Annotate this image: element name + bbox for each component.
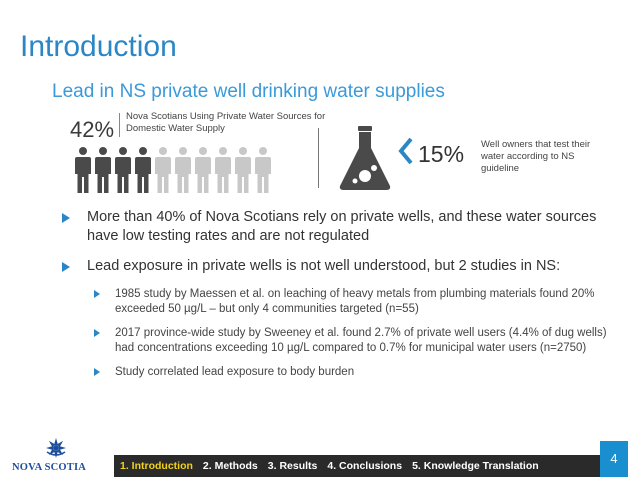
person-icon [95, 147, 111, 193]
slide-subtitle: Lead in NS private well drinking water supplies [52, 81, 445, 102]
person-icon [135, 147, 151, 193]
bullet-list [62, 208, 622, 389]
people-icons [75, 147, 275, 195]
nav-item-knowledge-translation[interactable]: 5. Knowledge Translation [412, 460, 539, 472]
nav-item-results[interactable]: 3. Results [267, 460, 318, 472]
private-water-caption: Nova Scotians Using Private Water Sources for Domestic Water Supply [126, 111, 326, 134]
testing-caption: Well owners that test their water according to NS guideline [481, 139, 591, 174]
sub-bullet-item [94, 326, 622, 356]
sub-bullet-arrow-icon [94, 290, 100, 298]
nav-item-conclusions[interactable]: 4. Conclusions [327, 460, 403, 472]
flask-icon [338, 124, 392, 192]
infographic-divider [318, 128, 319, 188]
person-icon [115, 147, 131, 193]
person-icon [215, 147, 231, 193]
sub-bullet-arrow-icon [94, 329, 100, 337]
person-icon [155, 147, 171, 193]
nav-item-methods[interactable]: 2. Methods [202, 460, 258, 472]
sub-bullet-text: 2017 province-wide study by Sweeney et al. found 2.7% of private well users (4.4% of dug wells) had concentrations exceeding 10 µg/L compared to 0.7% for municipal water users (n=2750) [115, 327, 607, 354]
percent-divider [119, 113, 120, 137]
bullet-item [62, 257, 622, 276]
nav-item-introduction[interactable]: 1. Introduction [120, 460, 193, 472]
bullet-text: Lead exposure in private wells is not well understood, but 2 studies in NS: [87, 258, 561, 274]
page-number: 4 [600, 441, 628, 477]
sub-bullet-item [94, 365, 622, 380]
section-nav [114, 455, 543, 477]
person-icon [235, 147, 251, 193]
bullet-arrow-icon [62, 262, 70, 272]
logo-text: NOVA SCOTIA [12, 462, 87, 473]
sub-bullet-text: 1985 study by Maessen et al. on leaching of heavy metals from plumbing materials found 20% exceeded 50 µg/L – but only 4 communities targeted (n=55) [115, 288, 595, 315]
sub-bullet-item [94, 287, 622, 317]
person-icon [75, 147, 91, 193]
testing-percent: 15% [418, 141, 465, 167]
bullet-item [62, 208, 622, 246]
slide-title: Introduction [20, 30, 177, 63]
bullet-text: More than 40% of Nova Scotians rely on private wells, and these water sources have low testing rates and are not regulated [87, 209, 597, 244]
person-icon [255, 147, 271, 193]
chevron-left-icon [398, 137, 414, 165]
sub-bullet-arrow-icon [94, 368, 100, 376]
person-icon [195, 147, 211, 193]
sub-bullet-text: Study correlated lead exposure to body burden [115, 366, 355, 378]
person-icon [175, 147, 191, 193]
private-water-percent: 42% [70, 117, 115, 142]
bullet-arrow-icon [62, 213, 70, 223]
